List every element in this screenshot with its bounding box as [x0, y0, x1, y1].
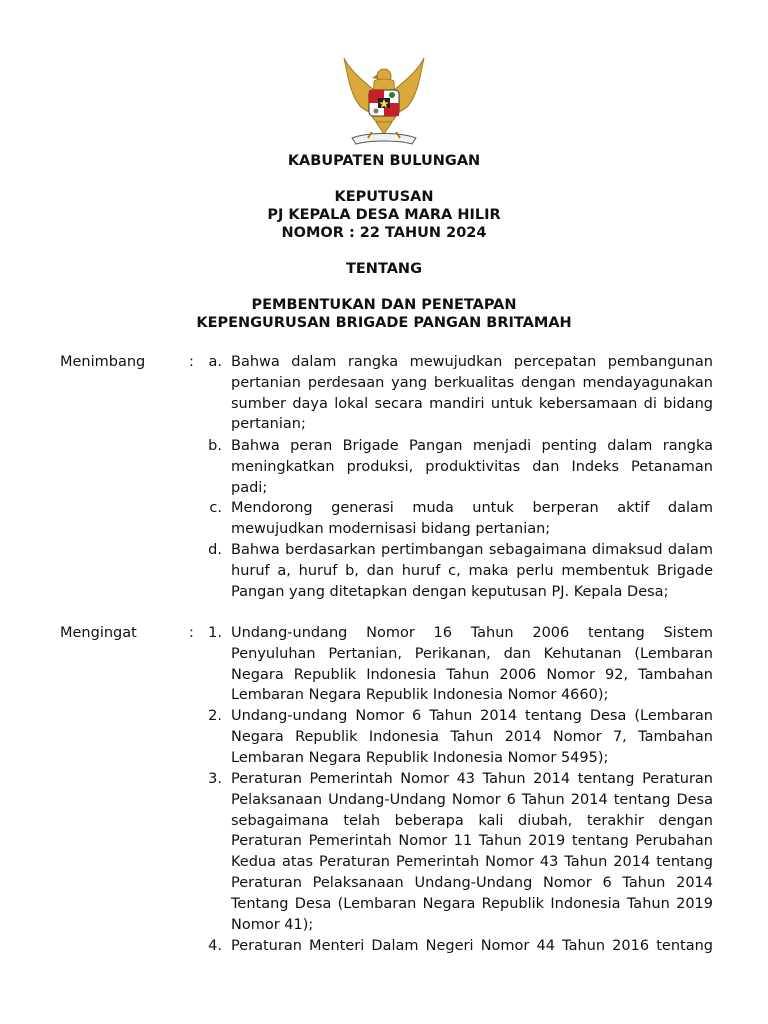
document-type: KEPUTUSAN	[334, 189, 434, 205]
item-text: Undang-undang Nomor 16 Tahun 2006 tentang Sistem Penyuluhan Pertanian, Perikanan, dan Kehutanan (Lembaran Negara Republik Indonesia Tahun 2006 Nomor 92, Tambahan Lembaran Negara Republik Indonesia Nomor 4660);	[231, 625, 713, 704]
item-marker: 2.	[208, 708, 222, 724]
mengingat-item-1	[196, 623, 713, 706]
mengingat-item-2	[196, 706, 713, 768]
document-number: NOMOR : 22 TAHUN 2024	[281, 225, 487, 241]
issuer-title: PJ KEPALA DESA MARA HILIR	[267, 207, 501, 223]
item-marker: 3.	[208, 771, 222, 787]
item-text: Bahwa berdasarkan pertimbangan sebagaimana dimaksud dalam huruf a, huruf b, dan huruf c, maka perlu membentuk Brigade Pangan yang ditetapkan dengan keputusan PJ. Kepala Desa;	[231, 542, 713, 600]
mengingat-colon: :	[189, 625, 194, 641]
item-text: Undang-undang Nomor 6 Tahun 2014 tentang Desa (Lembaran Negara Republik Indonesia Tahun 2014 Nomor 7, Tambahan Lembaran Negara Republik Indonesia Nomor 5495);	[231, 708, 713, 766]
about-label: TENTANG	[346, 261, 422, 277]
item-text: Bahwa peran Brigade Pangan menjadi penting dalam rangka meningkatkan produksi, produktivitas dan Indeks Petanaman padi;	[231, 438, 713, 496]
menimbang-label: Menimbang	[60, 354, 146, 370]
mengingat-item-4	[196, 936, 713, 957]
item-text: Peraturan Menteri Dalam Negeri Nomor 44 Tahun 2016 tentang	[231, 938, 713, 954]
subject-line-2: KEPENGURUSAN BRIGADE PANGAN BRITAMAH	[196, 315, 572, 331]
item-text: Peraturan Pemerintah Nomor 43 Tahun 2014 tentang Peraturan Pelaksanaan Undang-Undang Nomor 6 Tahun 2014 tentang Desa sebagaimana telah beberapa kali diubah, terakhir dengan Peraturan Pemerintah Nomor 11 Tahun 2019 tentang Perubahan Kedua atas Peraturan Pemerintah Nomor 43 Tahun 2014 tentang Peraturan Pelaksanaan Undang-Undang Nomor 6 Tahun 2014 Tentang Desa (Lembaran Negara Republik Indonesia Tahun 2019 Nomor 41);	[231, 771, 713, 933]
garuda-emblem-icon	[338, 54, 430, 150]
menimbang-colon: :	[189, 354, 194, 370]
menimbang-item-d	[196, 540, 713, 602]
item-marker: b.	[208, 438, 222, 454]
item-marker: 4.	[208, 938, 222, 954]
item-marker: c.	[209, 500, 222, 516]
item-marker: d.	[208, 542, 222, 558]
item-text: Mendorong generasi muda untuk berperan aktif dalam mewujudkan modernisasi bidang pertanian;	[231, 500, 713, 537]
menimbang-item-c	[196, 498, 713, 540]
mengingat-label: Mengingat	[60, 625, 137, 641]
item-text: Bahwa dalam rangka mewujudkan percepatan pembangunan pertanian perdesaan yang berkualitas dengan mendayagunakan sumber daya lokal secara mandiri untuk kebersamaan di bidang pertanian;	[231, 354, 713, 433]
item-marker: a.	[208, 354, 222, 370]
document-heading	[0, 152, 768, 332]
subject-line-1: PEMBENTUKAN DAN PENETAPAN	[251, 297, 517, 313]
menimbang-item-b	[196, 436, 713, 498]
mengingat-item-3	[196, 769, 713, 935]
region-title: KABUPATEN BULUNGAN	[287, 153, 481, 169]
item-marker: 1.	[208, 625, 222, 641]
menimbang-item-a	[196, 352, 713, 435]
